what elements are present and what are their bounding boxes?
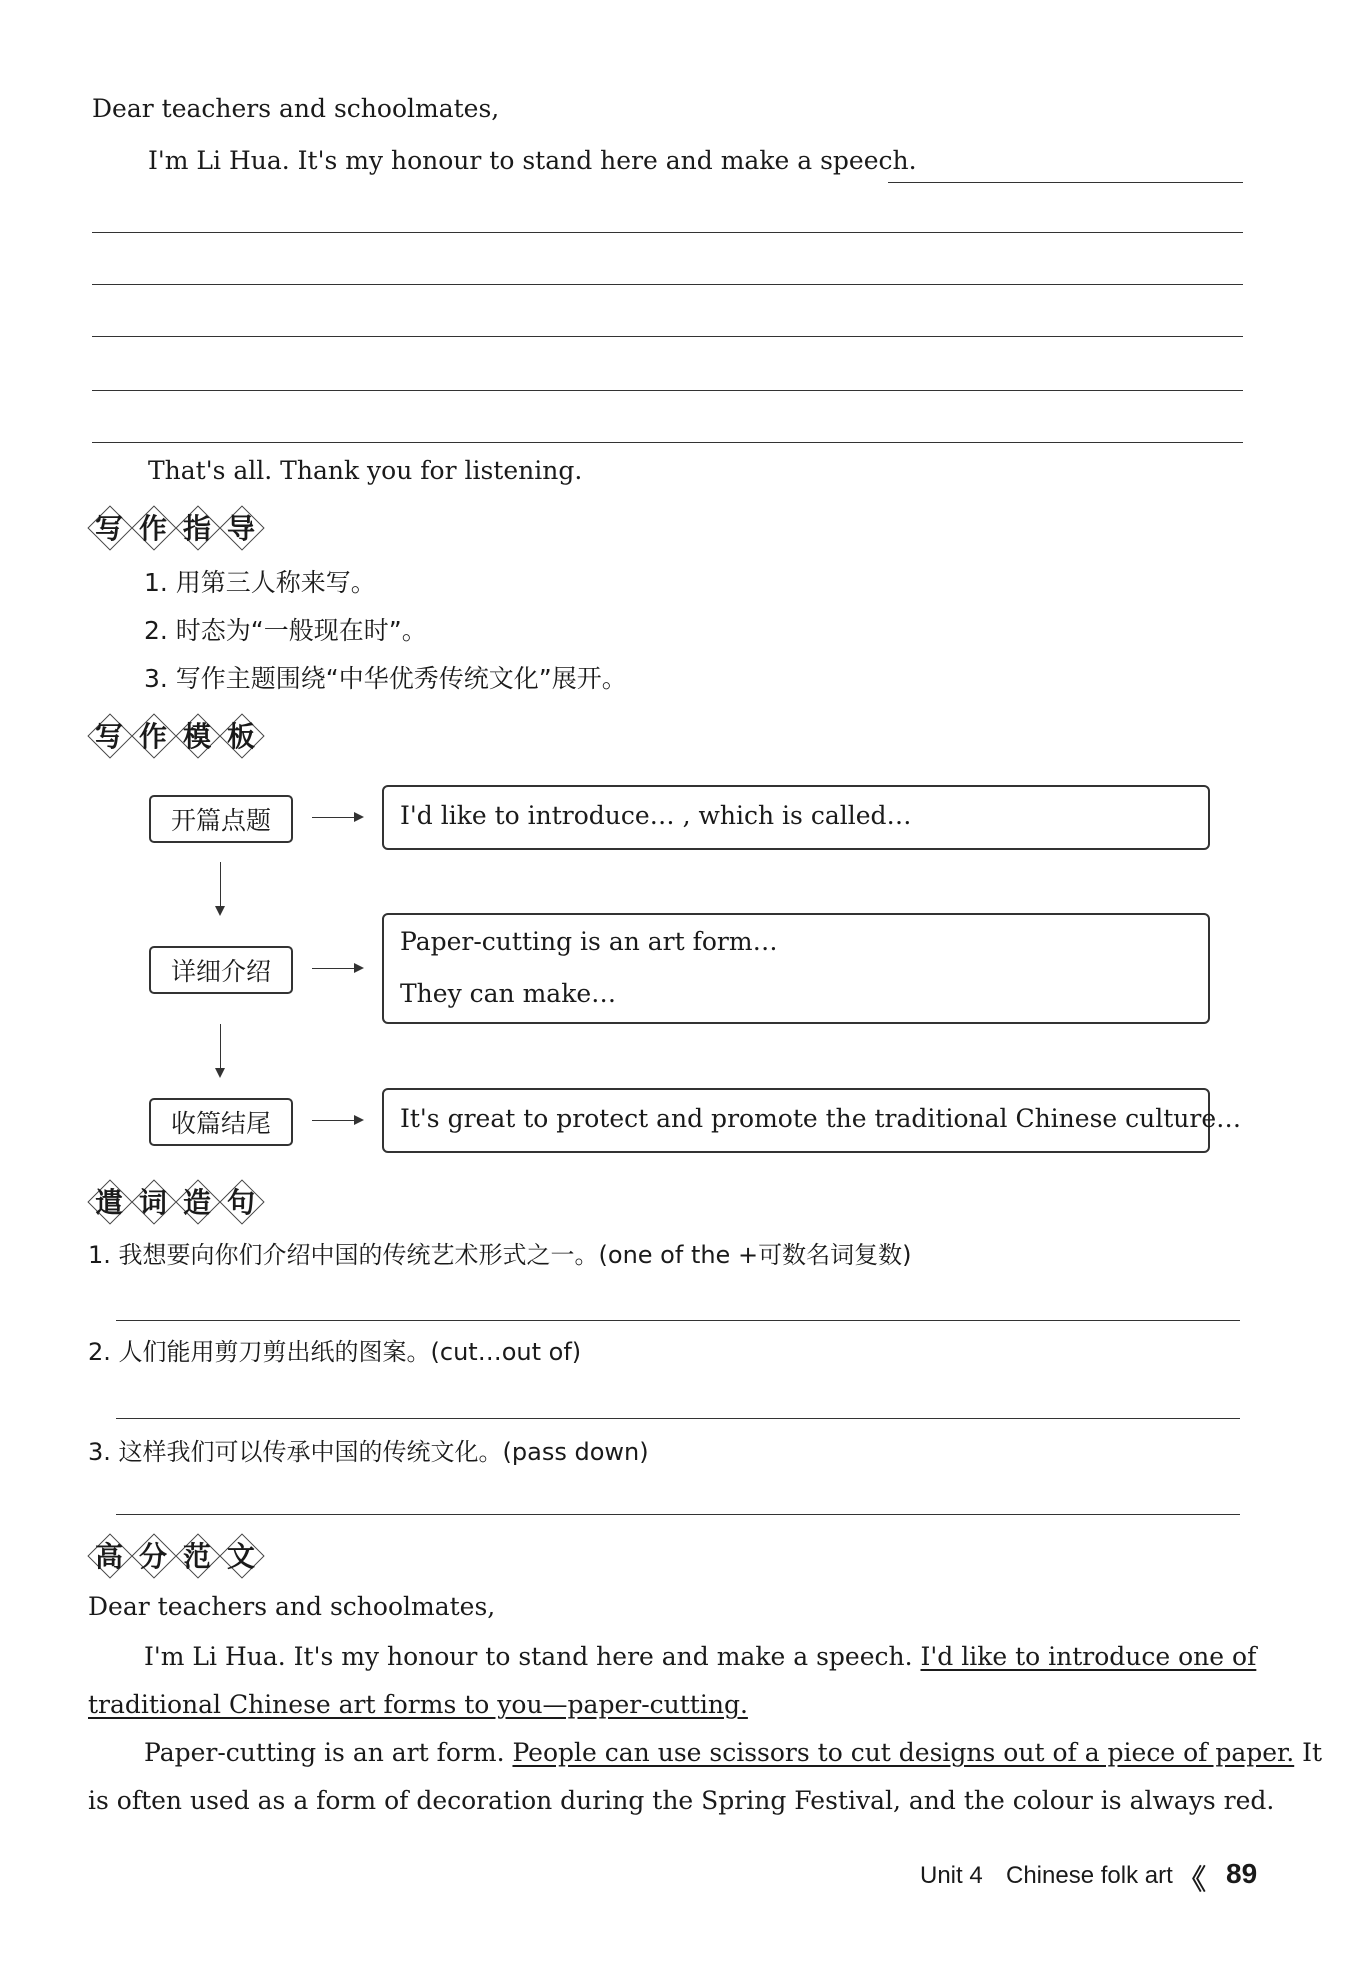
heading-char: 词 (134, 1178, 172, 1224)
writing-line (92, 336, 1243, 337)
flow-step-box (382, 785, 1210, 850)
answer-line (116, 1418, 1240, 1419)
down-arrow-icon (220, 862, 221, 914)
letter-opening: I'm Li Hua. It's my honour to stand here and make a speech. (148, 146, 917, 175)
footer-title: Chinese folk art (1006, 1862, 1173, 1889)
section-heading-model-essay (90, 1532, 260, 1578)
heading-char: 作 (134, 504, 172, 550)
section-heading-template (90, 712, 260, 758)
writing-line (92, 284, 1243, 285)
double-chevron-icon: 《 (1178, 1864, 1207, 1895)
sentence-item: 1. 我想要向你们介绍中国的传统艺术形式之一。(one of the +可数名词复数) (88, 1241, 912, 1269)
heading-char: 造 (178, 1178, 216, 1224)
answer-line (116, 1514, 1240, 1515)
section-heading-guide (90, 504, 260, 550)
essay-underlined-text: I'd like to introduce one of (920, 1642, 1257, 1671)
sentence-item: 3. 这样我们可以传承中国的传统文化。(pass down) (88, 1438, 649, 1466)
flow-step-text: Paper-cutting is an art form… (400, 927, 778, 956)
heading-char: 写 (90, 504, 128, 550)
right-arrow-icon (312, 1120, 362, 1121)
guide-item: 1. 用第三人称来写。 (144, 568, 376, 597)
heading-char: 模 (178, 712, 216, 758)
essay-underlined-text: traditional Chinese art forms to you—paper-cutting. (88, 1690, 748, 1719)
heading-char: 板 (222, 712, 260, 758)
flow-step-text: It's great to protect and promote the traditional Chinese culture… (400, 1104, 1242, 1133)
heading-char: 写 (90, 712, 128, 758)
heading-char: 遣 (90, 1178, 128, 1224)
essay-paragraph-2-cont: is often used as a form of decoration during the Spring Festival, and the colour is always red. (88, 1786, 1275, 1815)
letter-closing: That's all. Thank you for listening. (148, 456, 583, 485)
guide-item: 2. 时态为“一般现在时”。 (144, 616, 427, 645)
guide-item: 3. 写作主题围绕“中华优秀传统文化”展开。 (144, 664, 627, 693)
heading-char: 范 (178, 1532, 216, 1578)
flow-step-text: I'd like to introduce… , which is called… (400, 801, 912, 830)
letter-greeting: Dear teachers and schoolmates, (92, 94, 500, 123)
essay-text: Paper-cutting is an art form. (144, 1738, 513, 1767)
right-arrow-icon (312, 817, 362, 818)
heading-char: 导 (222, 504, 260, 550)
essay-paragraph-1 (144, 1642, 1256, 1672)
writing-line (888, 182, 1243, 183)
page-number: 89 (1226, 1858, 1258, 1889)
essay-paragraph-1-cont (88, 1690, 748, 1720)
flow-step-box (382, 913, 1210, 1024)
essay-paragraph-2 (144, 1738, 1322, 1768)
essay-underlined-text: People can use scissors to cut designs out of a piece of paper. (512, 1738, 1295, 1767)
right-arrow-icon (312, 968, 362, 969)
sentence-item: 2. 人们能用剪刀剪出纸的图案。(cut…out of) (88, 1338, 582, 1366)
heading-char: 指 (178, 504, 216, 550)
writing-line (92, 390, 1243, 391)
flow-step-box (382, 1088, 1242, 1153)
section-heading-sentences (90, 1178, 260, 1224)
essay-text: I'm Li Hua. It's my honour to stand here and make a speech. (144, 1642, 921, 1671)
flow-step-label: 收篇结尾 (149, 1098, 293, 1146)
heading-char: 文 (222, 1532, 260, 1578)
heading-char: 作 (134, 712, 172, 758)
down-arrow-icon (220, 1024, 221, 1076)
heading-char: 句 (222, 1178, 260, 1224)
footer-unit: Unit 4 (920, 1862, 983, 1889)
heading-char: 分 (134, 1532, 172, 1578)
writing-line (92, 232, 1243, 233)
flow-step-label: 详细介绍 (149, 946, 293, 994)
heading-char: 高 (90, 1532, 128, 1578)
essay-greeting: Dear teachers and schoolmates, (88, 1592, 496, 1621)
answer-line (116, 1320, 1240, 1321)
flow-step-text: They can make… (400, 979, 617, 1008)
flow-step-label: 开篇点题 (149, 795, 293, 843)
essay-text: It (1294, 1738, 1323, 1767)
writing-line (92, 442, 1243, 443)
